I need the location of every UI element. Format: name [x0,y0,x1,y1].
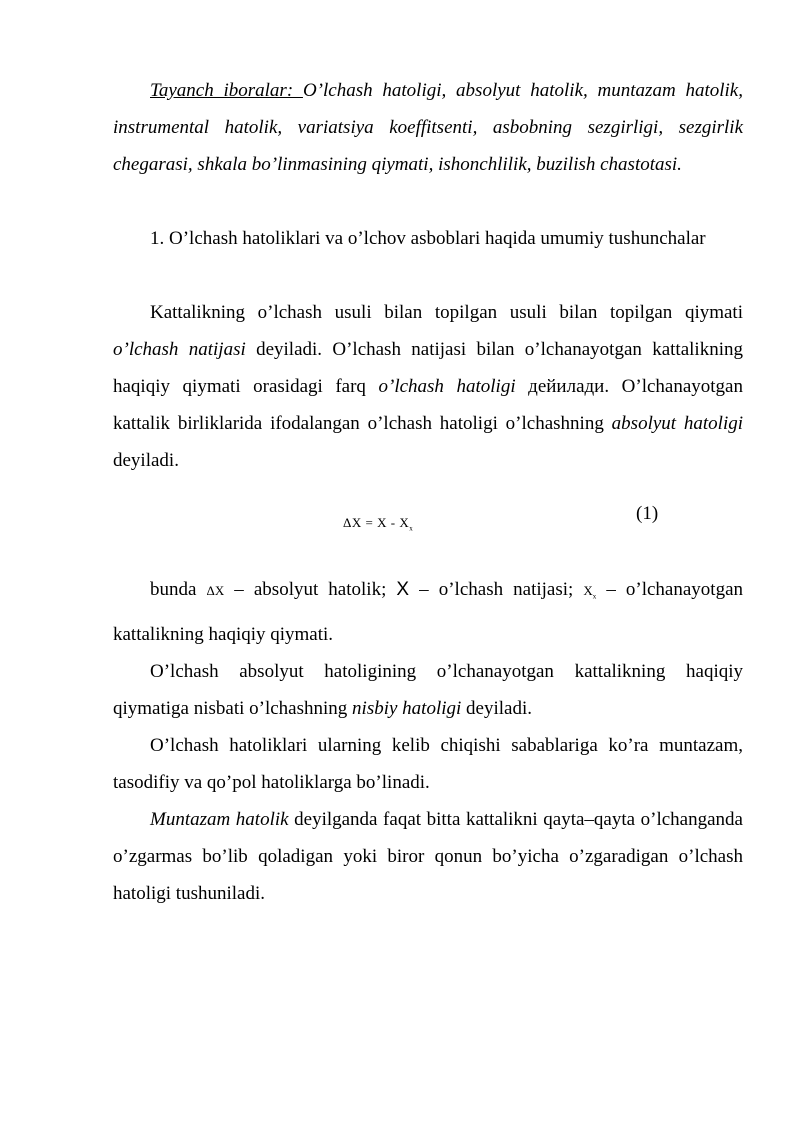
paragraph-error-types [113,727,743,801]
keywords-line-3: sezgirligi, sezgirlik chegarasi, shkala bo’linmasining qiymati, [113,117,744,175]
formula-rhs-subscript: x [409,524,414,533]
term-systematic-error: Muntazam hatolik [150,808,289,830]
symbol-x: X [396,579,410,600]
keywords-line-1: O’lchash hatoligi, absolyut hatolik, muntazam [302,80,676,101]
symbol-x-true [583,583,597,601]
text-run: O’lchash hatoliklari ularning kelib chiqishi sabablariga ko’ra muntazam, tasodifiy va qo’pol hatoliklarga bo’linadi. [113,734,743,793]
symbol-x-true-subscript: x [592,592,597,601]
term-measurement-error: o’lchash hatoligi [378,376,516,397]
paragraph-definitions [113,294,743,479]
paragraph-relative-error [113,653,743,727]
section-heading-line-2: tushunchalar [608,228,706,249]
spacer [113,183,743,220]
section-heading-line-1: 1. O’lchash hatoliklari va o’lchov asboblari haqida umumiy [150,228,604,249]
formula-rhs: X [399,515,410,530]
text-run: deyiladi. O’lchash natijasi bilan o’lchanayotgan kattalikning haqiqiy qiymati orasidagi farq [113,339,743,397]
paragraph-systematic-error [113,801,743,912]
keywords-line-2: hatolik, instrumental hatolik, variatsiya koeffitsenti, asbobning [113,80,743,138]
text-run: – absolyut hatolik; [224,579,397,600]
term-relative-error: nisbiy hatoligi [352,697,462,719]
equation-number: (1) [636,503,659,524]
text-run: deyiladi. [113,450,179,471]
term-absolute-error: absolyut hatoligi [611,413,744,434]
symbol-delta-x: ΔX [206,583,225,598]
text-run: Kattalikning o’lchash usuli bilan topilgan usuli bilan topilgan qiymati [150,302,743,323]
formula-absolute-error [343,515,413,533]
symbol-x-true-base: X [583,583,593,598]
document-page [113,72,743,912]
text-run: дейилади. O’lchanayotgan kattalik birliklarida ifodalangan o’lchash hatoligi o’lchashning [113,376,743,434]
spacer [113,257,743,294]
term-measurement-result: o’lchash natijasi [113,339,246,360]
text-run: bunda [150,579,207,600]
keywords-label: Tayanch iboralar: [150,80,303,101]
text-run: deyiladi. [461,697,532,719]
formula-lhs: ΔX [343,515,362,530]
text-run: deyilganda faqat bitta kattalikni qayta–qayta o’lchanganda o’zgarmas bo’lib qoladigan yoki biror qonun bo’yicha o’zgaradigan o’lchash hatoligi tushuniladi. [113,808,743,904]
formula-row [113,499,743,555]
formula-equals: = X - [361,515,400,530]
paragraph-symbols [113,571,743,653]
text-run: O’lchash absolyut hatoligining o’lchanayotgan kattalikning haqiqiy qiymatiga nisbati o’lchashning [113,660,743,719]
keywords-line-4: ishonchlilik, buzilish chastotasi. [438,154,682,175]
text-run: – o’lchanayotgan kattalikning haqiqiy qiymati. [113,579,743,645]
text-run: – o’lchash natijasi; [409,579,584,600]
keywords-paragraph [113,72,743,183]
section-heading [113,220,743,257]
